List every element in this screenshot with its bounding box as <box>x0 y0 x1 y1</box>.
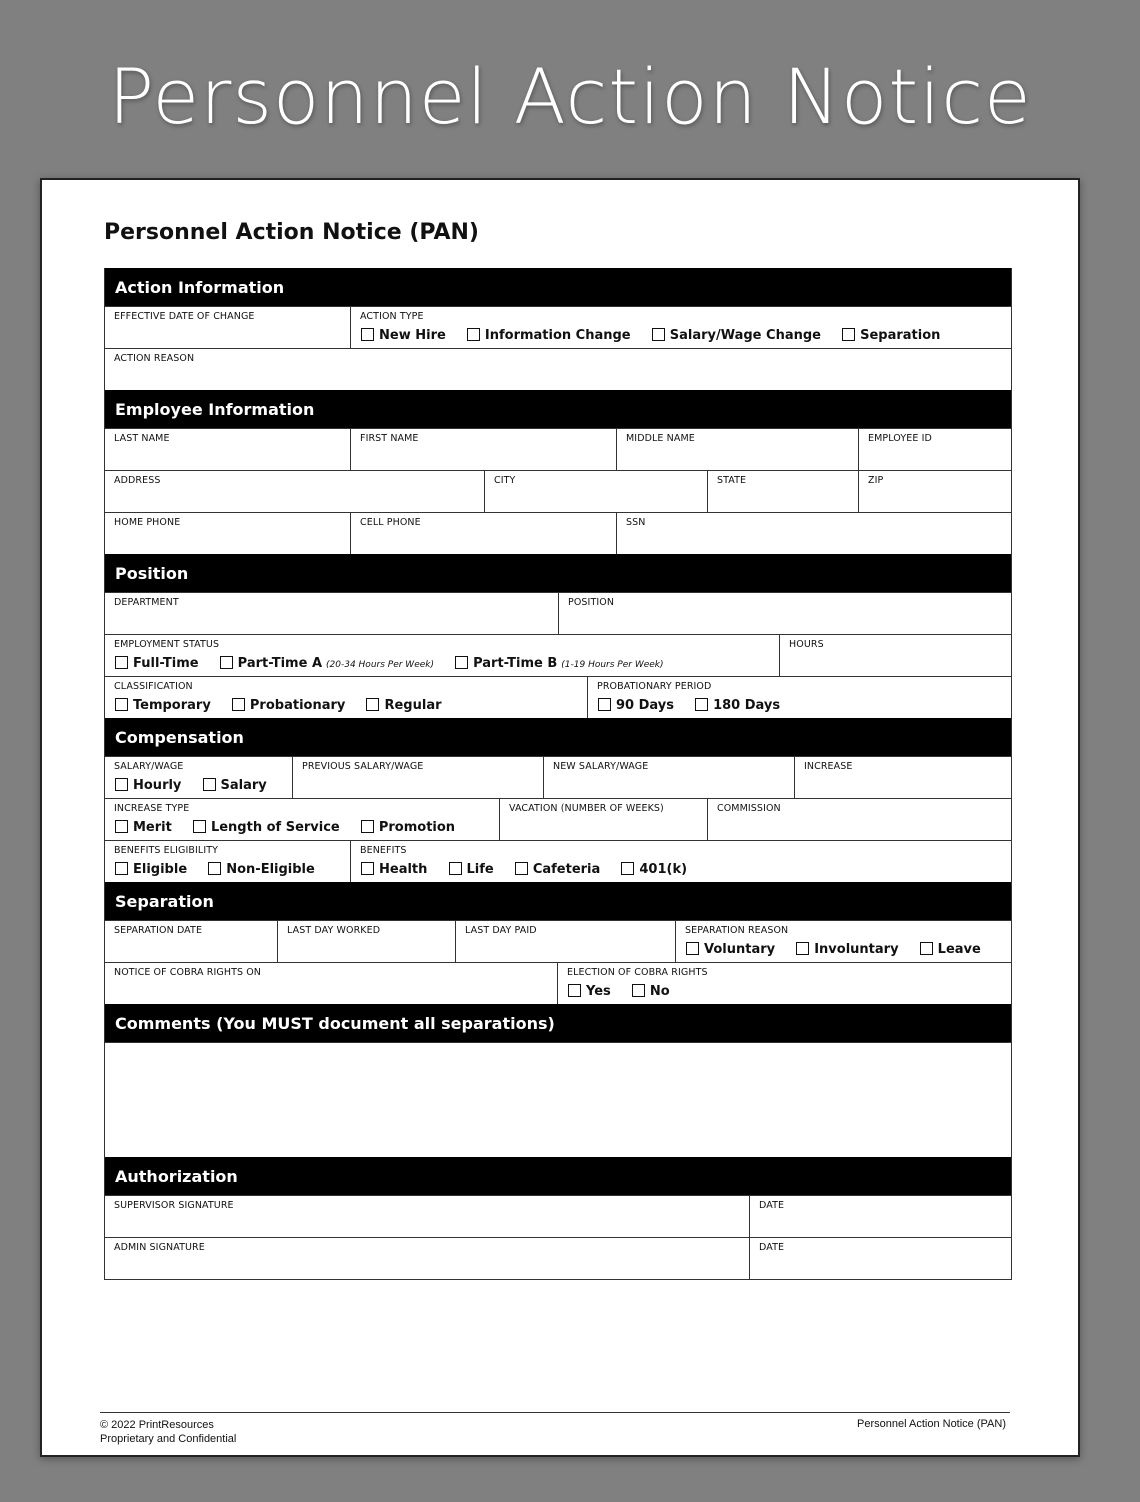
checkbox-icon <box>632 984 645 997</box>
document-title: Personnel Action Notice (PAN) <box>104 220 479 245</box>
previous-salary-field[interactable] <box>292 757 544 798</box>
position-label: POSITION <box>568 597 615 608</box>
footer-confidential: Proprietary and Confidential <box>100 1433 237 1445</box>
checkbox-icon <box>115 778 128 791</box>
option-label: Voluntary <box>704 942 776 957</box>
benefits-eligibility-label: BENEFITS ELIGIBILITY <box>114 845 219 856</box>
checkbox-information-change[interactable] <box>467 328 631 343</box>
zip-field[interactable] <box>858 471 1011 512</box>
option-label: 401(k) <box>639 862 688 877</box>
employee-id-label: EMPLOYEE ID <box>868 433 932 444</box>
increase-label: INCREASE <box>804 761 853 772</box>
checkbox-icon <box>515 862 528 875</box>
cobra-notice-field[interactable] <box>105 963 557 1004</box>
checkbox-merit[interactable] <box>115 820 172 835</box>
footer-doc-name: Personnel Action Notice (PAN) <box>857 1418 1006 1430</box>
option-label: Information Change <box>484 328 631 343</box>
first-name-label: FIRST NAME <box>360 433 419 444</box>
checkbox-401k[interactable] <box>621 862 687 877</box>
checkbox-icon <box>467 328 480 341</box>
checkbox-icon <box>115 820 128 833</box>
option-label: Health <box>379 862 428 877</box>
option-label: Hourly <box>133 778 182 793</box>
option-label: Involuntary <box>814 942 899 957</box>
checkbox-length-of-service[interactable] <box>193 820 340 835</box>
checkbox-salary-wage-change[interactable] <box>652 328 821 343</box>
commission-label: COMMISSION <box>717 803 781 814</box>
checkbox-new-hire[interactable] <box>361 328 446 343</box>
address-field[interactable] <box>105 471 484 512</box>
option-label: Salary/Wage Change <box>669 328 821 343</box>
option-label: Regular <box>384 698 442 713</box>
option-label: New Hire <box>379 328 446 343</box>
employment-status-label: EMPLOYMENT STATUS <box>114 639 220 650</box>
option-label: 90 Days <box>616 698 674 713</box>
checkbox-icon <box>449 862 462 875</box>
option-label: Length of Service <box>210 820 340 835</box>
last-day-paid-field[interactable] <box>455 921 676 962</box>
ssn-field[interactable] <box>616 513 1011 554</box>
first-name-field[interactable] <box>350 429 617 470</box>
action-type-label: ACTION TYPE <box>360 311 424 322</box>
checkbox-icon <box>686 942 699 955</box>
checkbox-salary[interactable] <box>203 778 267 793</box>
option-label: Probationary <box>249 698 346 713</box>
address-label: ADDRESS <box>114 475 161 486</box>
checkbox-icon <box>232 698 245 711</box>
checkbox-full-time[interactable] <box>115 656 199 671</box>
increase-type-field <box>105 799 499 840</box>
checkbox-voluntary[interactable] <box>686 942 775 957</box>
checkbox-icon <box>366 698 379 711</box>
city-field[interactable] <box>484 471 708 512</box>
home-phone-field[interactable] <box>105 513 350 554</box>
checkbox-icon <box>115 656 128 669</box>
part-time-b-note: (1-19 Hours Per Week) <box>561 660 664 670</box>
city-label: CITY <box>494 475 516 486</box>
separation-reason-label: SEPARATION REASON <box>685 925 789 936</box>
checkbox-90-days[interactable] <box>598 698 674 713</box>
middle-name-field[interactable] <box>616 429 859 470</box>
employee-id-field[interactable] <box>858 429 1011 470</box>
checkbox-separation[interactable] <box>842 328 940 343</box>
separation-date-field[interactable] <box>105 921 277 962</box>
action-reason-label: ACTION REASON <box>114 353 195 364</box>
section-header-position: Position <box>105 554 1011 592</box>
checkbox-icon <box>361 328 374 341</box>
checkbox-icon <box>361 862 374 875</box>
option-label: Part-Time A <box>237 656 323 671</box>
checkbox-leave[interactable] <box>920 942 981 957</box>
checkbox-non-eligible[interactable] <box>208 862 315 877</box>
admin-date-label: DATE <box>759 1242 785 1253</box>
supervisor-date-field[interactable] <box>749 1196 1011 1237</box>
section-header-separation: Separation <box>105 882 1011 920</box>
zip-label: ZIP <box>868 475 884 486</box>
effective-date-field[interactable] <box>105 307 350 348</box>
cell-phone-field[interactable] <box>350 513 617 554</box>
section-header-comments: Comments (You MUST document all separations) <box>105 1004 1011 1042</box>
footer-divider <box>100 1412 1010 1413</box>
footer-left <box>100 1418 236 1446</box>
commission-field[interactable] <box>707 799 1011 840</box>
action-reason-field[interactable] <box>105 349 1011 390</box>
option-label: Eligible <box>133 862 188 877</box>
supervisor-signature-field[interactable] <box>105 1196 749 1237</box>
checkbox-icon <box>621 862 634 875</box>
checkbox-probationary[interactable] <box>232 698 345 713</box>
effective-date-label: EFFECTIVE DATE OF CHANGE <box>114 311 255 322</box>
section-header-action: Action Information <box>105 268 1011 306</box>
checkbox-icon <box>598 698 611 711</box>
part-time-a-note: (20-34 Hours Per Week) <box>326 660 434 670</box>
supervisor-signature-label: SUPERVISOR SIGNATURE <box>114 1200 234 1211</box>
section-header-employee: Employee Information <box>105 390 1011 428</box>
checkbox-icon <box>115 862 128 875</box>
option-label: Cafeteria <box>532 862 601 877</box>
middle-name-label: MIDDLE NAME <box>626 433 695 444</box>
section-header-compensation: Compensation <box>105 718 1011 756</box>
cell-phone-label: CELL PHONE <box>360 517 421 528</box>
banner-title: Personnel Action Notice <box>108 52 1032 141</box>
cobra-election-label: ELECTION OF COBRA RIGHTS <box>567 967 708 978</box>
checkbox-icon <box>220 656 233 669</box>
admin-signature-field[interactable] <box>105 1238 749 1279</box>
state-field[interactable] <box>707 471 859 512</box>
option-label: Leave <box>937 942 981 957</box>
checkbox-cafeteria[interactable] <box>515 862 600 877</box>
option-label: Promotion <box>378 820 456 835</box>
last-day-worked-field[interactable] <box>277 921 456 962</box>
last-day-worked-label: LAST DAY WORKED <box>287 925 381 936</box>
checkbox-icon <box>115 698 128 711</box>
checkbox-cobra-yes[interactable] <box>568 984 611 999</box>
footer-copyright: © 2022 PrintResources <box>100 1419 214 1431</box>
department-field[interactable] <box>105 593 558 634</box>
position-field[interactable] <box>558 593 1011 634</box>
option-label: Part-Time B <box>473 656 558 671</box>
form-sheet <box>40 178 1080 1457</box>
state-label: STATE <box>717 475 747 486</box>
checkbox-icon <box>568 984 581 997</box>
admin-signature-label: ADMIN SIGNATURE <box>114 1242 205 1253</box>
increase-type-label: INCREASE TYPE <box>114 803 190 814</box>
cobra-election-field <box>557 963 1011 1004</box>
option-label: Non-Eligible <box>226 862 315 877</box>
previous-salary-label: PREVIOUS SALARY/WAGE <box>302 761 424 772</box>
supervisor-date-label: DATE <box>759 1200 785 1211</box>
last-name-label: LAST NAME <box>114 433 170 444</box>
last-name-field[interactable] <box>105 429 350 470</box>
salary-wage-label: SALARY/WAGE <box>114 761 184 772</box>
home-phone-label: HOME PHONE <box>114 517 181 528</box>
classification-field <box>105 677 587 718</box>
checkbox-part-time-a[interactable] <box>220 656 434 671</box>
checkbox-health[interactable] <box>361 862 427 877</box>
option-label: Full-Time <box>133 656 199 671</box>
option-label: Separation <box>860 328 941 343</box>
checkbox-icon <box>361 820 374 833</box>
checkbox-promotion[interactable] <box>361 820 455 835</box>
ssn-label: SSN <box>626 517 646 528</box>
checkbox-icon <box>455 656 468 669</box>
option-label: Life <box>466 862 494 877</box>
option-label: No <box>649 984 670 999</box>
checkbox-cobra-no[interactable] <box>632 984 670 999</box>
checkbox-icon <box>695 698 708 711</box>
separation-date-label: SEPARATION DATE <box>114 925 203 936</box>
option-label: 180 Days <box>713 698 781 713</box>
checkbox-temporary[interactable] <box>115 698 211 713</box>
separation-reason-field <box>675 921 1011 962</box>
checkbox-part-time-b[interactable] <box>455 656 663 671</box>
probationary-period-label: PROBATIONARY PERIOD <box>597 681 712 692</box>
increase-field[interactable] <box>794 757 1011 798</box>
employment-status-field <box>105 635 779 676</box>
checkbox-regular[interactable] <box>366 698 441 713</box>
hours-field[interactable] <box>779 635 1011 676</box>
option-label: Yes <box>586 984 611 999</box>
cobra-notice-label: NOTICE OF COBRA RIGHTS ON <box>114 967 262 978</box>
option-label: Merit <box>133 820 172 835</box>
option-label: Temporary <box>133 698 211 713</box>
vacation-label: VACATION (NUMBER OF WEEKS) <box>509 803 664 814</box>
benefits-field <box>350 841 1011 882</box>
salary-wage-field <box>105 757 292 798</box>
checkbox-involuntary[interactable] <box>796 942 898 957</box>
new-salary-field[interactable] <box>543 757 795 798</box>
checkbox-life[interactable] <box>449 862 494 877</box>
checkbox-eligible[interactable] <box>115 862 187 877</box>
benefits-label: BENEFITS <box>360 845 407 856</box>
benefits-eligibility-field <box>105 841 350 882</box>
pan-form <box>104 268 1012 1280</box>
checkbox-icon <box>842 328 855 341</box>
new-salary-label: NEW SALARY/WAGE <box>553 761 649 772</box>
checkbox-hourly[interactable] <box>115 778 181 793</box>
checkbox-icon <box>208 862 221 875</box>
action-type-field <box>350 307 1011 348</box>
admin-date-field[interactable] <box>749 1238 1011 1279</box>
comments-area[interactable] <box>105 1042 1011 1157</box>
checkbox-180-days[interactable] <box>695 698 780 713</box>
last-day-paid-label: LAST DAY PAID <box>465 925 537 936</box>
checkbox-icon <box>203 778 216 791</box>
checkbox-icon <box>920 942 933 955</box>
checkbox-icon <box>652 328 665 341</box>
checkbox-icon <box>796 942 809 955</box>
section-header-authorization: Authorization <box>105 1157 1011 1195</box>
probationary-period-field <box>587 677 1011 718</box>
option-label: Salary <box>220 778 267 793</box>
hours-label: HOURS <box>789 639 824 650</box>
vacation-field[interactable] <box>499 799 708 840</box>
classification-label: CLASSIFICATION <box>114 681 193 692</box>
department-label: DEPARTMENT <box>114 597 179 608</box>
checkbox-icon <box>193 820 206 833</box>
